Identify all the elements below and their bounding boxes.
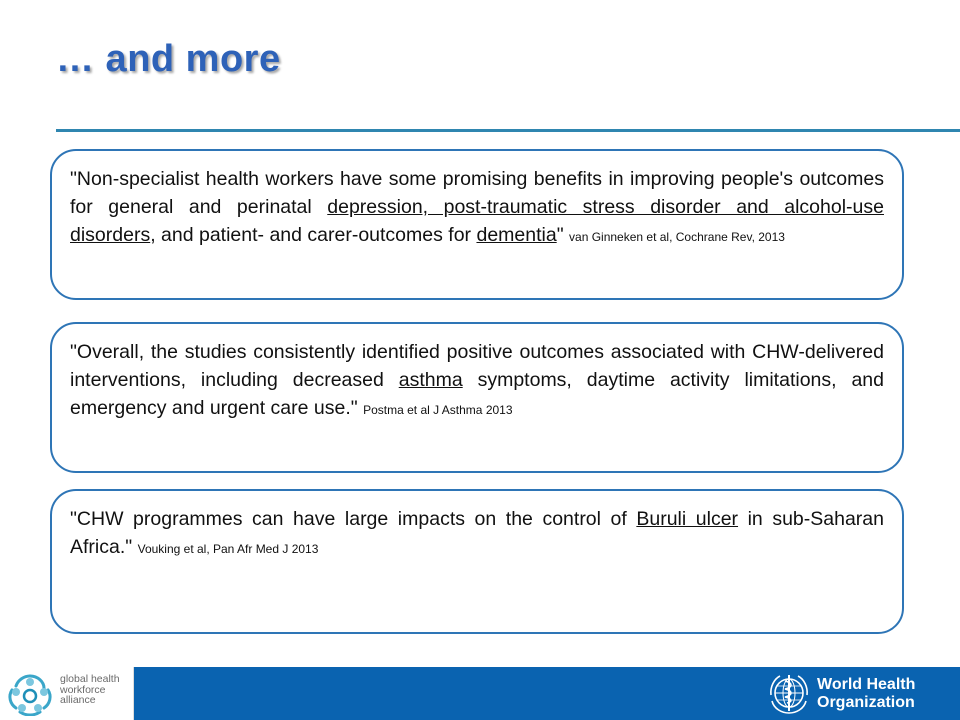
quote-3-keyword-buruli-ulcer: Buruli ulcer	[636, 508, 739, 530]
quote-1-text-end: "	[556, 224, 570, 246]
quote-text-3	[70, 505, 884, 561]
quote-1-text-middle: , and patient- and carer-outcomes for	[150, 224, 477, 246]
quote-3-text-end: in sub-Saharan Africa."	[70, 508, 884, 558]
gha-line-1: global health	[60, 673, 120, 685]
quote-box-2	[50, 322, 904, 473]
who-wordmark	[817, 676, 915, 712]
who-emblem-icon	[766, 671, 812, 717]
slide-title: … and more	[56, 38, 281, 80]
quote-1-keyword-dementia: dementia	[476, 224, 557, 246]
quote-text-2	[70, 338, 884, 422]
gha-line-2: workforce	[60, 683, 106, 696]
quote-1-keyword-mental-health: depression, post-traumatic stress disorder and alcohol-use disorders	[70, 196, 884, 246]
who-line-2: Organization	[817, 694, 915, 711]
quote-2-keyword-asthma: asthma	[398, 369, 463, 391]
footer-bar	[0, 667, 960, 720]
who-line-1: World Health	[817, 676, 916, 693]
quote-2-text-end: symptoms, daytime activity limitations, and emergency and urgent care use."	[70, 369, 884, 419]
quote-box-3	[50, 489, 904, 634]
gha-line-3: alliance	[60, 694, 96, 706]
quote-1-citation: van Ginneken et al, Cochrane Rev, 2013	[569, 230, 785, 244]
quote-2-text-start: "Overall, the studies consistently identified positive outcomes associated with CHW-delivered interventions, including decreased	[70, 341, 884, 391]
quote-3-text-start: "CHW programmes can have large impacts on the control of	[70, 508, 637, 530]
gha-wordmark	[60, 674, 120, 706]
quote-box-1	[50, 149, 904, 300]
gha-logo-panel	[0, 667, 134, 720]
quote-1-text-start: "Non-specialist health workers have some promising benefits in improving people's outcomes for general and perinatal	[70, 168, 884, 218]
global-health-workforce-alliance-logo-icon	[4, 672, 56, 716]
quote-text-1	[70, 165, 884, 249]
quote-3-citation: Vouking et al, Pan Afr Med J 2013	[137, 542, 319, 556]
quote-2-citation: Postma et al J Asthma 2013	[363, 403, 513, 417]
title-divider	[56, 129, 960, 132]
